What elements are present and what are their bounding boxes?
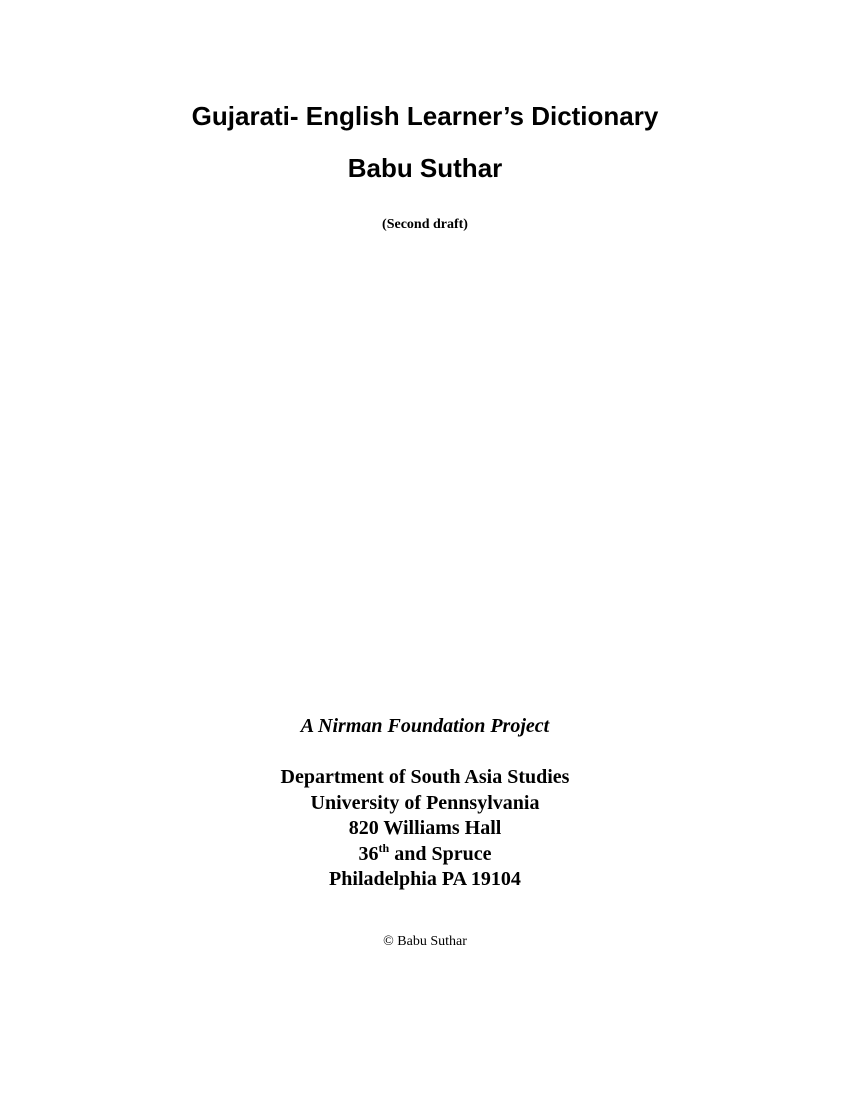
author-name: Babu Suthar	[347, 153, 503, 183]
address-department: Department of South Asia Studies	[280, 766, 570, 788]
address-city: Philadelphia PA 19104	[329, 868, 521, 890]
address-university: University of Pennsylvania	[310, 791, 540, 814]
address-street	[0, 842, 850, 868]
address-street-ordinal: th	[378, 840, 390, 855]
address-hall: 820 Williams Hall	[348, 817, 502, 839]
draft-note: (Second draft)	[382, 217, 468, 232]
address-street-number: 36	[358, 842, 379, 865]
address-street-rest: and Spruce	[389, 842, 492, 865]
project-line: A Nirman Foundation Project	[300, 715, 550, 737]
address-block	[0, 765, 850, 893]
copyright-notice: © Babu Suthar	[383, 934, 467, 949]
document-title: Gujarati- English Learner’s Dictionary	[191, 101, 659, 131]
